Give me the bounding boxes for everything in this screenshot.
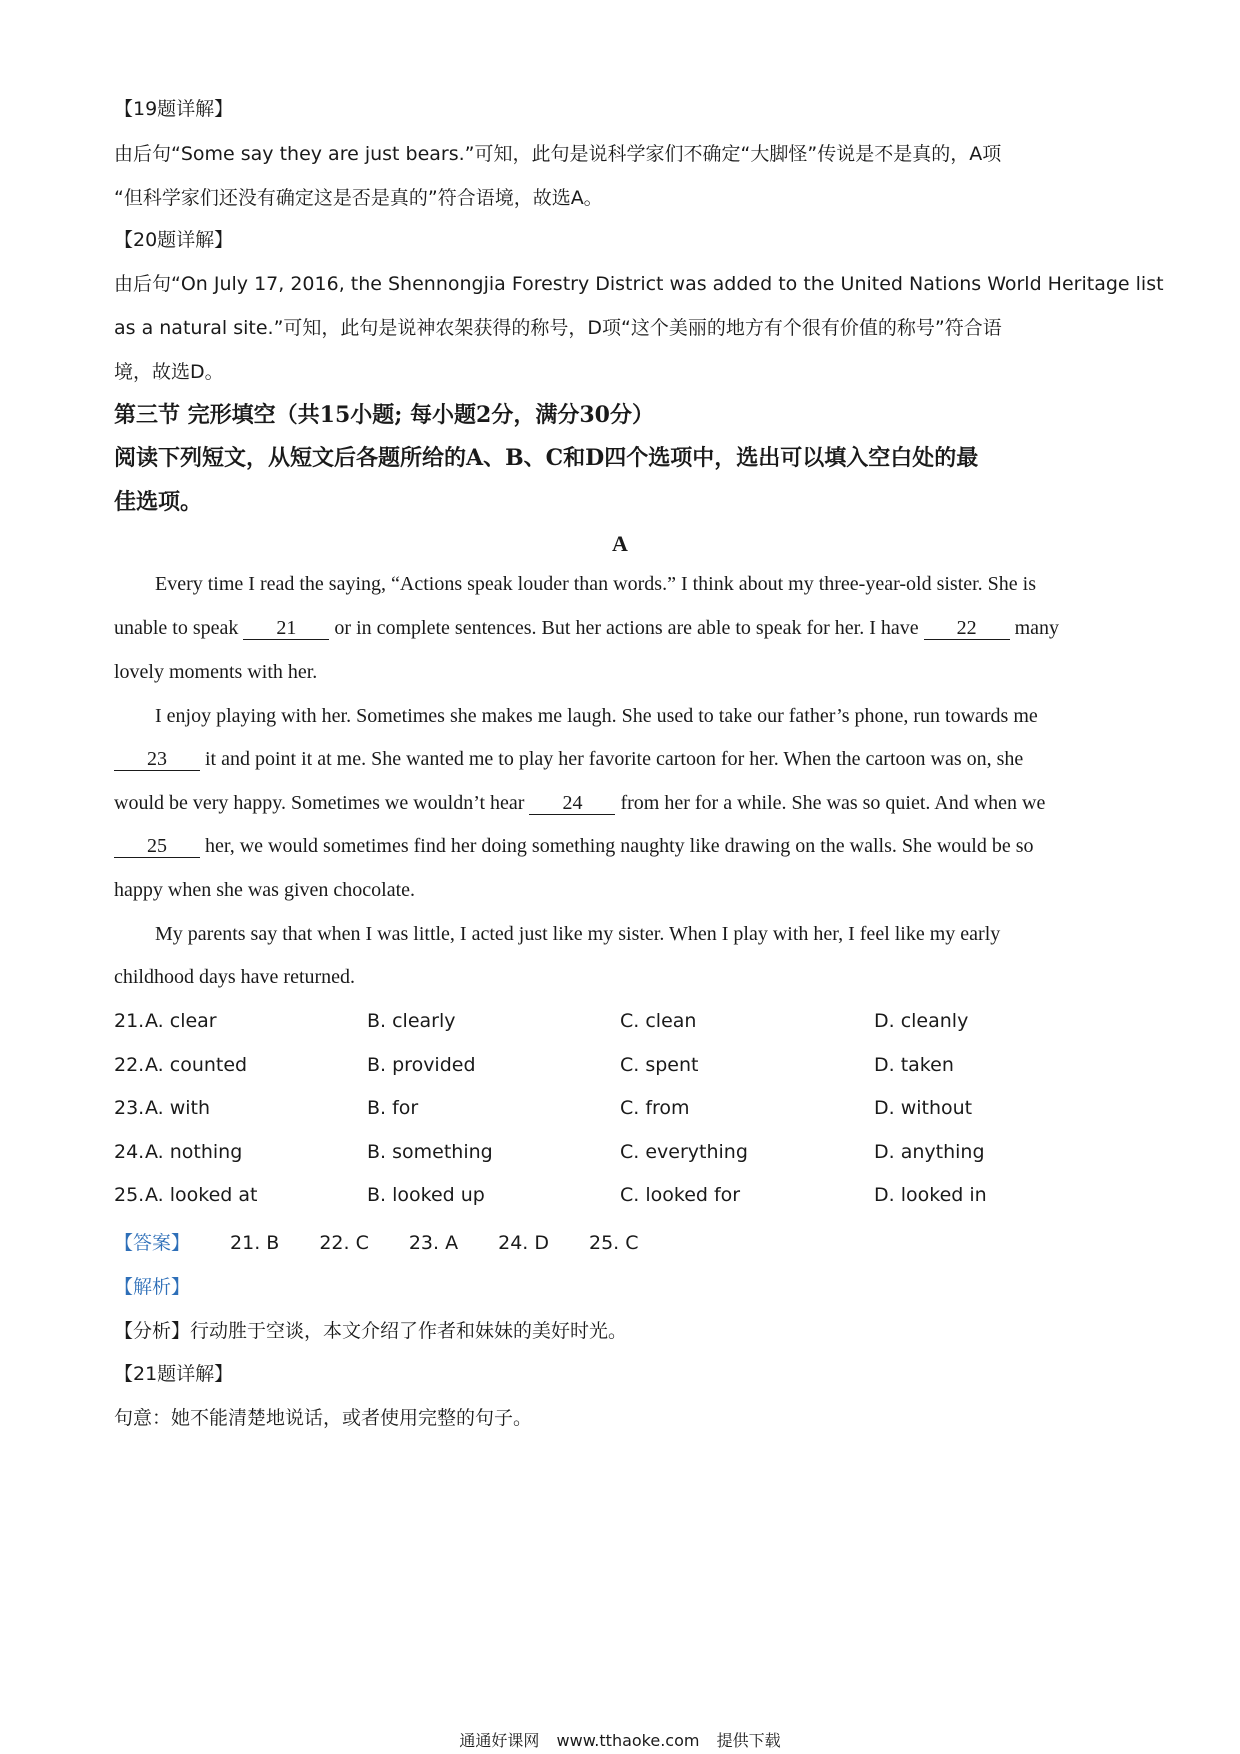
answer-item: 23. A (408, 1232, 459, 1254)
passage-text: from her for a while. She was so quiet. And when we (620, 792, 1046, 814)
blank-22: 22 (924, 617, 1010, 640)
option-number: 21. (114, 1010, 145, 1032)
footer-url[interactable]: www.tthaoke.com (556, 1731, 700, 1750)
passage-p2-line-1: I enjoy playing with her. Sometimes she makes me laugh. She used to take our father’s phone, run towards me (155, 705, 1038, 727)
passage-p1-line-1: Every time I read the saying, “Actions speak louder than words.” I think about my three-year-old sister. She is (155, 573, 1037, 595)
option-b: B. for (367, 1097, 419, 1119)
option-c: C. from (620, 1097, 690, 1119)
option-c: C. looked for (620, 1184, 741, 1206)
section-title: 第三节 完形填空（共15小题; 每小题2分，满分30分） (114, 402, 654, 428)
option-d: D. without (874, 1097, 973, 1119)
section-instruction-line-1: 阅读下列短文，从短文后各题所给的A、B、C和D四个选项中，选出可以填入空白处的最 (114, 445, 979, 471)
answer-item: 21. B (230, 1232, 280, 1254)
option-b: B. clearly (367, 1010, 456, 1032)
page-footer (0, 1728, 1240, 1751)
option-a: A. looked at (145, 1184, 258, 1206)
footer-note: 提供下载 (716, 1731, 781, 1750)
passage-text: would be very happy. Sometimes we wouldn’t hear (114, 792, 525, 814)
option-c: C. everything (620, 1141, 748, 1163)
passage-p2-line-4 (114, 835, 1034, 858)
passage-p2-line-5: happy when she was given chocolate. (114, 879, 416, 901)
passage-p1-line-2 (114, 617, 1059, 640)
analysis-label: 【解析】 (114, 1276, 191, 1298)
option-d: D. looked in (874, 1184, 987, 1206)
q20-line-2: as a natural site.”可知，此句是说神农架获得的称号，D项“这个美丽的地方有个很有价值的称号”符合语 (114, 317, 1002, 339)
answer-item: 25. C (589, 1232, 639, 1254)
option-d: D. cleanly (874, 1010, 969, 1032)
option-c: C. spent (620, 1054, 699, 1076)
q21-heading: 【21题详解】 (114, 1363, 234, 1385)
passage-label: A (612, 531, 628, 556)
option-d: D. anything (874, 1141, 985, 1163)
blank-25: 25 (114, 835, 200, 858)
answer-line (114, 1228, 639, 1255)
passage-p3-line-1: My parents say that when I was little, I acted just like my sister. When I play with her, I feel like my early (155, 923, 1001, 945)
answer-label: 【答案】 (114, 1232, 191, 1254)
answer-item: 24. D (498, 1232, 549, 1254)
option-a: A. nothing (145, 1141, 243, 1163)
option-number: 24. (114, 1141, 145, 1163)
blank-24: 24 (529, 792, 615, 815)
passage-text: many (1014, 617, 1060, 639)
passage-p2-line-3 (114, 792, 1045, 815)
analysis-summary: 【分析】行动胜于空谈，本文介绍了作者和妹妹的美好时光。 (114, 1320, 628, 1342)
option-b: B. provided (367, 1054, 476, 1076)
passage-p3-line-2: childhood days have returned. (114, 966, 356, 988)
passage-p1-line-3: lovely moments with her. (114, 661, 318, 683)
footer-site-name: 通通好课网 (459, 1731, 540, 1750)
q19-line-1: 由后句“Some say they are just bears.”可知，此句是说科学家们不确定“大脚怪”传说是不是真的，A项 (114, 143, 1002, 165)
option-number: 22. (114, 1054, 145, 1076)
section-instruction-line-2: 佳选项。 (114, 489, 203, 515)
blank-21: 21 (243, 617, 329, 640)
option-number: 23. (114, 1097, 145, 1119)
blank-23: 23 (114, 748, 200, 771)
answer-item: 22. C (319, 1232, 369, 1254)
option-a: A. clear (145, 1010, 217, 1032)
passage-text: it and point it at me. She wanted me to play her favorite cartoon for her. When the cartoon was on, she (205, 748, 1024, 770)
option-number: 25. (114, 1184, 145, 1206)
q19-line-2: “但科学家们还没有确定这是否是真的”符合语境，故选A。 (114, 187, 603, 209)
passage-text: her, we would sometimes find her doing something naughty like drawing on the walls. She would be so (205, 835, 1034, 857)
passage-p2-line-2 (114, 748, 1023, 771)
passage-text: or in complete sentences. But her actions are able to speak for her. I have (334, 617, 919, 639)
q20-line-3: 境，故选D。 (114, 361, 224, 383)
q19-heading: 【19题详解】 (114, 98, 234, 120)
option-a: A. with (145, 1097, 211, 1119)
option-a: A. counted (145, 1054, 248, 1076)
q20-heading: 【20题详解】 (114, 229, 234, 251)
option-c: C. clean (620, 1010, 697, 1032)
passage-text: unable to speak (114, 617, 239, 639)
option-d: D. taken (874, 1054, 954, 1076)
option-b: B. looked up (367, 1184, 485, 1206)
q20-line-1: 由后句“On July 17, 2016, the Shennongjia Forestry District was added to the United Nations World Heritage list (114, 273, 1164, 295)
q21-explanation: 句意：她不能清楚地说话，或者使用完整的句子。 (114, 1407, 533, 1429)
option-b: B. something (367, 1141, 493, 1163)
